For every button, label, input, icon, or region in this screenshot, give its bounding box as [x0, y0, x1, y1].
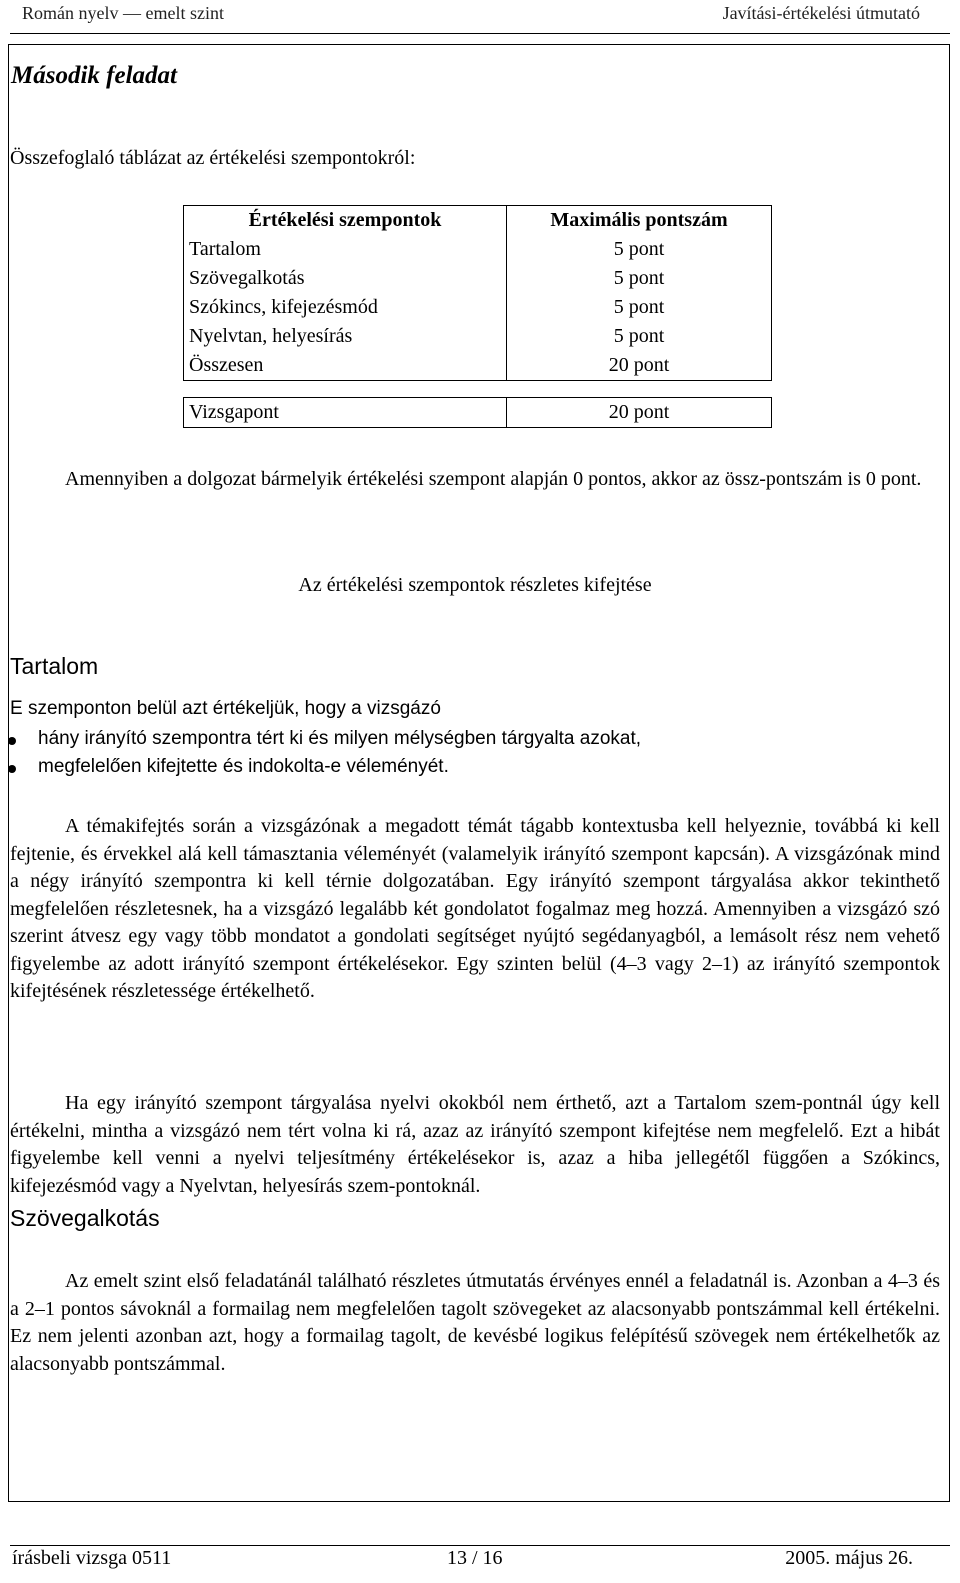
bullet-dot	[8, 765, 16, 773]
exam-points: 20 pont	[507, 398, 772, 428]
footer-date: 2005. május 26.	[785, 1547, 913, 1569]
composition-paragraph: Az emelt szint első feladatánál található részletes útmutatás érvényes ennél a feladatnál is. Azonban a 4–3 és a 2–1 pontos sávoknál a formailag nem megfelelően tagolt szövegeket az alacsonyabb pontszámmal kell értékelni. Ez nem jelenti azonban azt, hogy a formailag tagolt, de kevésbé logikus felépítésű szövegek nem értékelhetők az alacsonyabb pontszámmal.	[10, 1270, 940, 1375]
row-points: 5 pont	[507, 293, 772, 322]
task-title: Második feladat	[11, 62, 177, 89]
table-exam-row	[184, 398, 772, 428]
exam-label: Vizsgapont	[184, 398, 507, 428]
table-intro: Összefoglaló táblázat az értékelési szempontokról:	[10, 147, 416, 169]
total-label: Összesen	[184, 351, 507, 381]
total-points: 20 pont	[507, 351, 772, 381]
section-title-text-composition: Szövegalkotás	[10, 1205, 160, 1231]
bullet-item	[38, 756, 449, 778]
table-row	[184, 264, 772, 293]
table-row	[184, 322, 772, 351]
row-points: 5 pont	[507, 235, 772, 264]
table-total-row	[184, 351, 772, 381]
bullet-item	[38, 728, 641, 750]
header-criteria: Értékelési szempontok	[184, 206, 507, 236]
footer-page-number: 13 / 16	[447, 1547, 503, 1569]
section-title-content: Tartalom	[10, 653, 99, 679]
row-criterion: Szókincs, kifejezésmód	[184, 293, 507, 322]
row-criterion: Tartalom	[184, 235, 507, 264]
footer-exam-code: írásbeli vizsga 0511	[12, 1547, 172, 1569]
content-paragraph-1: A témakifejtés során a vizsgázónak a megadott témát tágabb kontextusba kell helyeznie, továbbá ki kell fejtenie, és érvekkel alá kell támasztania véleményét (valamelyik irányító szempont kapcsán). A vizsgázónak mind a négy irányító szempontra ki kell térnie dolgozatában. Egy irányító szempont tárgyalása akkor tekinthető megfelelően részletesnek, ha a vizsgázó legalább két gondolatot fogalmaz meg hozzá. Amennyiben a vizsgázó szó szerint átvesz egy vagy több mondatot a gondolati segítséget nyújtó segédanyagból, a lemásolt rész nem vehető figyelembe az adott irányító szempont értékelésekor. Egy szinten belül (4–3 vagy 2–1) az irányító szempontok kifejtésének részletessége értékelhető.	[10, 815, 940, 1002]
section-lead: E szemponton belül azt értékeljük, hogy a vizsgázó	[10, 698, 441, 719]
bullet-text: megfelelően kifejtette és indokolta-e véleményét.	[38, 756, 449, 777]
bullet-text: hány irányító szempontra tért ki és milyen mélységben tárgyalta azokat,	[38, 728, 642, 749]
row-points: 5 pont	[507, 322, 772, 351]
row-criterion: Szövegalkotás	[184, 264, 507, 293]
header-right: Javítási-értékelési útmutató	[722, 3, 920, 23]
row-points: 5 pont	[507, 264, 772, 293]
footer-rule	[10, 1545, 950, 1546]
zero-point-note: Amennyiben a dolgozat bármelyik értékelési szempont alapján 0 pontos, akkor az össz-pontszám is 0 pont.	[65, 468, 922, 490]
header-max-points: Maximális pontszám	[507, 206, 772, 236]
content-paragraph-2: Ha egy irányító szempont tárgyalása nyelvi okokból nem érthető, azt a Tartalom szem-pontnál úgy kell értékelni, mintha a vizsgázó nem tért volna ki rá, azaz az irányító szempont kifejtése nem megfelelő. Ezt a hibát figyelembe kell venni a nyelvi teljesítmény értékelésekor is, azaz a hiba jellegétől függően a Szókincs, kifejezésmód vagy a Nyelvtan, helyesírás szem-pontoknál.	[10, 1092, 940, 1197]
table-row	[184, 235, 772, 264]
page-header	[0, 0, 960, 40]
bullet-dot	[8, 737, 16, 745]
details-subtitle: Az értékelési szempontok részletes kifejtése	[298, 574, 652, 596]
table-header-row	[184, 206, 772, 236]
summary-table	[183, 205, 772, 428]
table-row	[184, 293, 772, 322]
header-rule	[10, 33, 950, 34]
header-left: Román nyelv — emelt szint	[22, 3, 224, 23]
row-criterion: Nyelvtan, helyesírás	[184, 322, 507, 351]
